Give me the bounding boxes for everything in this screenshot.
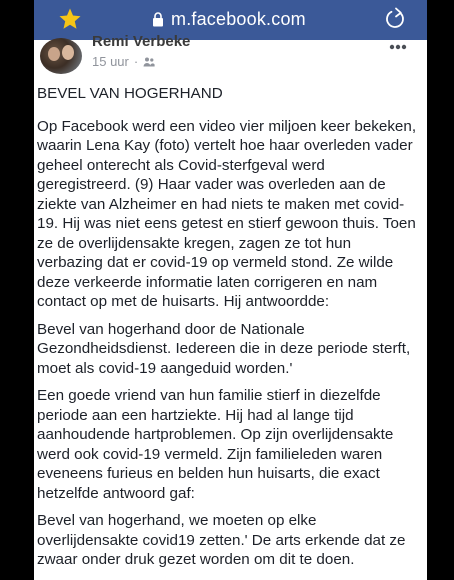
url-text: m.facebook.com (171, 8, 306, 29)
more-options-icon[interactable] (389, 44, 407, 50)
post-paragraph: Bevel van hogerhand door de Nationale Gezondheidsdienst. Iedereen die in deze periode sterft, moet als covid-19 aangeduid worden.' (37, 320, 411, 377)
refresh-icon[interactable] (383, 7, 407, 31)
post-paragraph: Op Facebook werd een video vier miljoen keer bekeken, waarin Lena Kay (foto) vertelt hoe haar overleden vader geheel onterecht als Covid-sterfgeval werd geregistreerd. (9) Haar vader was overleden aan de ziekte van Alzheimer en had niets te maken met covid-19. Hij was niet eens getest en stierf gewoon thuis. Toen ze de overlijdensakte kregen, zagen ze tot hun verbazing dat er covid-19 op vermeld stond. Ze wilde deze verkeerde informatie laten corrigeren en nam contact op met de huisarts. Hij antwoordde: (37, 117, 417, 310)
screenshot-frame (34, 0, 427, 580)
friends-icon (143, 57, 155, 67)
avatar[interactable] (40, 38, 82, 74)
post-time[interactable]: 15 uur (92, 54, 129, 69)
post-body (37, 84, 417, 578)
post-paragraph: Een goede vriend van hun familie stierf in diezelfde periode aan een hartziekte. Hij had al lange tijd aanhoudende hartproblemen. Op zijn overlijdensakte werd ook covid-19 vermeld. Zijn familieleden waren eveneens furieus en belden hun huisarts, die exact hetzelfde antwoord gaf: (37, 387, 394, 502)
post-header (34, 33, 427, 80)
lock-icon (152, 12, 164, 27)
meta-separator: · (133, 54, 139, 69)
url-field[interactable] (152, 8, 306, 30)
star-icon[interactable] (58, 7, 82, 31)
post-meta (92, 54, 155, 69)
post-paragraph: Bevel van hogerhand, we moeten op elke overlijdensakte covid19 zetten.' De arts erkende dat ze zwaar onder druk gezet worden om dit te doen. (37, 512, 406, 568)
post-author[interactable]: Remi Verbeke (92, 33, 191, 50)
post-title: BEVEL VAN HOGERHAND (37, 85, 223, 102)
